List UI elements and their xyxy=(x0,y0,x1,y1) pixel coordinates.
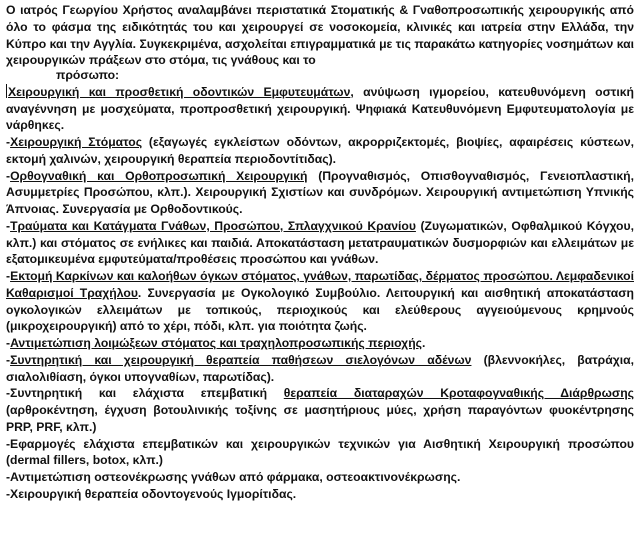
item-body: , ανύψωση ιγμορείου, κατευθυνόμενη οστική αναγέννηση με μοσχεύματα, προπροσθετική χειρουργική. Ψηφιακά Κατευθυνόμενη Εμφυτευματολογία με νάρθηκες. xyxy=(6,84,634,133)
item-body: . Συνεργασία με Ογκολογικό Συμβούλιο. Λειτουργική και αισθητική αποκατάσταση ογκολογικών ελλειμάτων με τοπικούς, περιοχικούς και ελεύθερους αγγειούμενους κρημνούς (μικροχειρουργική) από το χέρι, πόδι, κλπ. για ποιότητα ζωής. xyxy=(6,285,634,334)
item-heading: Συντηρητική και χειρουργική θεραπεία παθήσεων σιελογόνων αδένων xyxy=(10,352,472,367)
item-heading: Χειρουργική και προσθετική οδοντικών Εμφυτευμάτων xyxy=(8,84,351,99)
item-body: (βλεννοκήλες, βατράχια, σιαλολιθίαση, όγκοι υπογναθίων, παρωτίδας). xyxy=(6,352,634,384)
list-item: -Εκτομή Καρκίνων και καλοήθων όγκων στόματος, γνάθων, παρωτίδας, δέρματος προσώπου. Λεμφαδενικοί Καθαρισμοί Τραχήλου. Συνεργασία με Ογκολογικό Συμβούλιο. Λειτουργική και αισθητική αποκατάσταση ογκολογικών ελλειμάτων με τοπικούς, περιοχικούς και ελεύθερους αγγειούμενους κρημνούς (μικροχειρουργική) από το χέρι, πόδι, κλπ. για ποιότητα ζωής. xyxy=(6,269,634,334)
list-item xyxy=(6,436,634,470)
list-item: -Ορθογναθική και Ορθοπροσωπική Χειρουργική (Προγναθισμός, Οπισθογναθισμός, Γενειοπλαστική, Ασυμμετρίες Προσώπου, κλπ.). Χειρουργική Σχιστίων και συνδρόμων. Χειρουργική αντιμετώπιση Υπνικής Άπνοιας. Συνεργασία με Ορθοδοντικούς. xyxy=(6,168,634,216)
intro-text-end: πρόσωπο: xyxy=(56,68,120,82)
list-item xyxy=(6,469,634,486)
list-item: -Συντηρητική και ελάχιστα επεμβατική θεραπεία διαταραχών Κροταφογναθικής Διάρθρωσης (αρθροκέντηση, έγχυση βοτουλινικής τοξίνης σε μασητήριους μύες, χρήση παραγόντων φυοκέντρησης PRP, PRF, κλπ.) xyxy=(6,386,634,434)
item-heading: Εκτομή Καρκίνων και καλοήθων όγκων στόματος, γνάθων, παρωτίδας, δέρματος προσώπου. Λεμφαδενικοί Καθαρισμοί Τραχήλου xyxy=(6,269,634,300)
item-heading: Τραύματα και Κατάγματα Γνάθων, Προσώπου, Σπλαγχνικού Κρανίου xyxy=(10,218,416,233)
item-body: -Εφαρμογές ελάχιστα επεμβατικών και χειρουργικών τεχνικών για Αισθητική Χειρουργική προσώπου (dermal fillers, botox, κλπ.) xyxy=(6,436,634,468)
item-heading: Χειρουργική Στόματος xyxy=(10,135,143,149)
list-item: -Συντηρητική και χειρουργική θεραπεία παθήσεων σιελογόνων αδένων (βλεννοκήλες, βατράχια, σιαλολιθίαση, όγκοι υπογναθίων, παρωτίδας). xyxy=(6,352,634,384)
list-item: -Τραύματα και Κατάγματα Γνάθων, Προσώπου, Σπλαγχνικού Κρανίου (Ζυγωματικών, Οφθαλμικού Κόγχου, κλπ.) και στόματος σε ενήλικες και παιδιά. Αποκατάσταση μετατραυματικών δυσμορφιών και ελλειμάτων με εξατομικευμένα εμφυτεύματα/προθέσεις προσώπου και γνάθων. xyxy=(6,218,634,267)
intro-text: Ο ιατρός Γεωργίου Χρήστος αναλαμβάνει περιστατικά Στοματικής & Γναθοπροσωπικής χειρουργικής από όλο το φάσμα της ειδικότητάς του και χειρουργεί σε νοσοκομεία, κλινικές και ιατρεία στην Ελλάδα, την Κύπρο και την Αγγλία. Συγκεκριμένα, ασχολείται επιγραμματικά με τις παρακάτω κατηγορίες νοσημάτων και χειρουργικών πράξεων στο στόμα, τις γνάθους και το xyxy=(6,3,634,68)
list-item: -Χειρουργική Στόματος (εξαγωγές εγκλείστων οδόντων, ακρορριζεκτομές, βιοψίες, αφαιρέσεις κύστεων, εκτομή χαλινών, χειρουργική θεραπεία περιοδοντίτιδας). xyxy=(6,135,634,166)
item-body: . xyxy=(421,336,426,350)
list-item xyxy=(6,84,634,134)
intro-paragraph-end xyxy=(6,67,634,84)
item-body: -Αντιμετώπιση οστεονέκρωσης γνάθων από φάρμακα, οστεοακτινονέκρωσης. xyxy=(6,470,461,484)
item-heading: Αντιμετώπιση λοιμώξεων στόματος και τραχηλοπροσωπικής περιοχής xyxy=(10,336,422,350)
item-body: (Προγναθισμός, Οπισθογναθισμός, Γενειοπλαστική, Ασυμμετρίες Προσώπου, κλπ.). Χειρουργική Σχιστίων και συνδρόμων. Χειρουργική αντιμετώπιση Υπνικής Άπνοιας. Συνεργασία με Ορθοδοντικούς. xyxy=(6,168,634,216)
text-cursor xyxy=(6,84,7,98)
item-heading: θεραπεία διαταραχών Κροταφογναθικής Διάρθρωσης xyxy=(283,386,634,401)
item-body: -Χειρουργική θεραπεία οδοντογενούς Ιγμορίτιδας. xyxy=(6,486,297,501)
item-heading: Ορθογναθική και Ορθοπροσωπική Χειρουργική xyxy=(10,168,308,183)
list-item: -Αντιμετώπιση λοιμώξεων στόματος και τραχηλοπροσωπικής περιοχής. xyxy=(6,336,426,350)
intro-paragraph xyxy=(6,2,634,69)
item-body: (αρθροκέντηση, έγχυση βοτουλινικής τοξίνης σε μασητήριους μύες, χρήση παραγόντων φυοκέντρησης PRP, PRF, κλπ.) xyxy=(6,403,634,434)
item-body: (εξαγωγές εγκλείστων οδόντων, ακρορριζεκτομές, βιοψίες, αφαιρέσεις κύστεων, εκτομή χαλινών, χειρουργική θεραπεία περιοδοντίτιδας). xyxy=(6,135,634,166)
list-item xyxy=(6,486,634,503)
item-body: (Ζυγωματικών, Οφθαλμικού Κόγχου, κλπ.) και στόματος σε ενήλικες και παιδιά. Αποκατάσταση μετατραυματικών δυσμορφιών και ελλειμάτων με εξατομικευμένα εμφυτεύματα/προθέσεις προσώπου και γνάθων. xyxy=(6,218,634,267)
